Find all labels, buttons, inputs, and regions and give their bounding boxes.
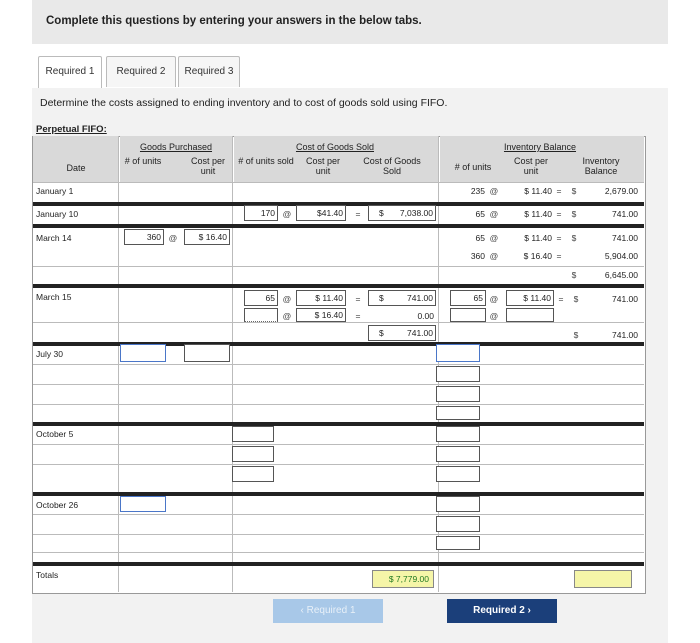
mar15-s-cost2: $ 16.40 xyxy=(314,310,343,320)
at-sign: @ xyxy=(489,251,499,261)
row-divider xyxy=(33,364,644,365)
mar14-b-units1: 65 xyxy=(475,233,485,243)
col-header-s-cogs: Cost of Goods Sold xyxy=(363,156,421,176)
col-header-date: Date xyxy=(66,163,86,173)
mar14-b-cost1: $ 11.40 xyxy=(524,233,552,243)
col-header-p-units: # of units xyxy=(124,156,162,166)
col-header-b-value: Inventory Balance xyxy=(582,156,620,176)
oct26-b-units2-field[interactable] xyxy=(436,516,480,532)
row-divider-thick xyxy=(33,284,644,288)
row-divider xyxy=(33,444,644,445)
at-sign: @ xyxy=(489,294,499,304)
mar14-p-units: 360 xyxy=(146,232,161,242)
jan1-b-cost: $ 11.40 xyxy=(524,186,552,196)
jul30-b-units4-field[interactable] xyxy=(436,406,480,420)
jul30-p-cost-field[interactable] xyxy=(184,344,230,362)
dollar-sign: $ xyxy=(571,233,577,243)
next-required-button[interactable]: Required 2 › xyxy=(447,599,557,623)
dollar-sign: $ xyxy=(573,294,579,304)
row-divider-thick xyxy=(33,224,644,228)
at-sign: @ xyxy=(489,209,499,219)
oct5-b-units1-field[interactable] xyxy=(436,426,480,442)
date-totals: Totals xyxy=(36,570,59,580)
row-divider xyxy=(33,322,644,323)
dollar-sign: $ xyxy=(379,208,384,218)
mar15-b-units1-field[interactable] xyxy=(450,290,486,306)
at-sign: @ xyxy=(168,233,178,243)
row-divider xyxy=(33,534,644,535)
mar14-p-cost-field[interactable] xyxy=(184,229,230,245)
row-divider xyxy=(33,384,644,385)
jul30-b-units2-field[interactable] xyxy=(436,366,480,382)
mar15-s-cogs1-field[interactable] xyxy=(368,290,436,306)
mar15-s-total-field[interactable] xyxy=(368,325,436,341)
oct26-b-units1-field[interactable] xyxy=(436,496,480,512)
mar15-b-units2-field[interactable] xyxy=(450,308,486,322)
dollar-sign: $ xyxy=(379,293,384,303)
col-header-s-units: # of units sold xyxy=(238,156,294,166)
mar14-b-value1: 741.00 xyxy=(612,233,638,243)
totals-cogs: $ 7,779.00 xyxy=(388,574,429,584)
oct5-s-units3-field[interactable] xyxy=(232,466,274,482)
mar15-s-cost1: $ 11.40 xyxy=(315,293,343,303)
totals-cogs-field[interactable] xyxy=(372,570,434,588)
mar15-b-cost1: $ 11.40 xyxy=(523,293,551,303)
row-divider xyxy=(33,266,644,267)
mar14-b-cost2: $ 16.40 xyxy=(523,251,552,261)
equals-sign: = xyxy=(558,294,564,304)
col-header-p-cost: Cost per unit xyxy=(190,156,225,176)
group-header-balance: Inventory Balance xyxy=(503,142,577,152)
mar15-s-units1-field[interactable] xyxy=(244,290,278,306)
mar15-s-cogs1: 741.00 xyxy=(407,293,433,303)
jul30-b-units3-field[interactable] xyxy=(436,386,480,402)
totals-balance-field[interactable] xyxy=(574,570,632,588)
section-title: Perpetual FIFO: xyxy=(36,124,107,135)
mar15-b-value1: 741.00 xyxy=(612,294,638,304)
jan10-s-cogs: 7,038.00 xyxy=(399,208,433,218)
mar14-b-value2: 5,904.00 xyxy=(604,251,638,261)
mar15-s-units1: 65 xyxy=(265,293,275,303)
row-divider xyxy=(33,514,644,515)
jan1-b-value: 2,679.00 xyxy=(604,186,638,196)
oct5-s-units2-field[interactable] xyxy=(232,446,274,462)
jan10-b-cost: $ 11.40 xyxy=(524,209,552,219)
mar14-b-units2: 360 xyxy=(470,251,485,261)
dollar-sign: $ xyxy=(571,186,577,196)
tab-required-1[interactable]: Required 1 xyxy=(38,56,102,88)
date-oct26: October 26 xyxy=(36,500,79,510)
date-jan10: January 10 xyxy=(36,209,79,219)
jul30-b-units1-field[interactable] xyxy=(436,344,480,362)
mar15-s-total: 741.00 xyxy=(407,328,433,338)
jan10-s-cost: $41.40 xyxy=(317,208,343,218)
at-sign: @ xyxy=(489,186,499,196)
at-sign: @ xyxy=(489,233,499,243)
date-jan1: January 1 xyxy=(36,186,74,196)
equals-sign: = xyxy=(556,233,562,243)
oct5-b-units2-field[interactable] xyxy=(436,446,480,462)
oct5-b-units3-field[interactable] xyxy=(436,466,480,482)
tab-bar xyxy=(32,54,668,89)
mar15-b-cost2-field[interactable] xyxy=(506,308,554,322)
mar15-b-total: 741.00 xyxy=(612,330,638,340)
oct26-p-units-field[interactable] xyxy=(120,496,166,512)
prev-required-button[interactable]: ‹ Required 1 xyxy=(273,599,383,623)
at-sign: @ xyxy=(489,311,499,321)
equals-sign: = xyxy=(556,186,562,196)
jan10-s-cogs-field[interactable] xyxy=(368,205,436,221)
mar15-s-cost2-field[interactable] xyxy=(296,308,346,322)
jan1-b-units: 235 xyxy=(470,186,485,196)
at-sign: @ xyxy=(282,311,292,321)
dollar-sign: $ xyxy=(379,328,384,338)
mar14-p-units-field[interactable] xyxy=(124,229,164,245)
mar15-s-cost1-field[interactable] xyxy=(296,290,346,306)
row-divider-thick xyxy=(33,422,644,426)
oct26-b-units3-field[interactable] xyxy=(436,536,480,550)
equals-sign: = xyxy=(556,209,562,219)
mar15-b-cost1-field[interactable] xyxy=(506,290,554,306)
date-mar15: March 15 xyxy=(36,292,72,302)
date-jul30: July 30 xyxy=(36,349,63,359)
dollar-sign: $ xyxy=(571,209,577,219)
row-divider xyxy=(33,182,644,183)
mar15-s-cogs2: 0.00 xyxy=(417,311,434,321)
row-divider xyxy=(33,464,644,465)
equals-sign: = xyxy=(355,294,361,304)
row-divider-thick xyxy=(33,562,644,566)
equals-sign: = xyxy=(355,311,361,321)
instructions-text: Complete this questions by entering your answers in the below tabs. xyxy=(46,15,422,27)
group-header-sold: Cost of Goods Sold xyxy=(295,142,375,152)
oct5-s-units1-field[interactable] xyxy=(232,426,274,442)
jan10-s-units: 170 xyxy=(260,208,275,218)
question-instruction: Determine the costs assigned to ending inventory and to cost of goods sold using FIFO. xyxy=(40,97,448,109)
equals-sign: = xyxy=(556,251,562,261)
equals-sign: = xyxy=(355,209,361,219)
tab-required-3[interactable]: Required 3 xyxy=(178,56,240,87)
jan10-b-value: 741.00 xyxy=(612,209,638,219)
mar14-p-cost: $ 16.40 xyxy=(198,232,227,242)
mar14-b-total: 6,645.00 xyxy=(604,270,638,280)
col-header-s-cost: Cost per unit xyxy=(305,156,340,176)
dollar-sign: $ xyxy=(573,330,579,340)
date-oct5: October 5 xyxy=(36,429,74,439)
tab-required-2[interactable]: Required 2 xyxy=(106,56,176,87)
jan10-s-cost-field[interactable] xyxy=(296,205,346,221)
dollar-sign: $ xyxy=(571,270,577,280)
mar15-b-units1: 65 xyxy=(473,293,483,303)
col-header-b-cost: Cost per unit xyxy=(513,156,548,176)
jan10-b-units: 65 xyxy=(475,209,485,219)
mar15-s-units2-field[interactable] xyxy=(244,308,278,322)
at-sign: @ xyxy=(282,294,292,304)
jan10-s-units-field[interactable] xyxy=(244,205,278,221)
row-divider xyxy=(33,552,644,553)
jul30-p-units-field[interactable] xyxy=(120,344,166,362)
at-sign: @ xyxy=(282,209,292,219)
col-header-b-units: # of units xyxy=(454,162,492,172)
instructions-bar xyxy=(32,0,668,44)
date-mar14: March 14 xyxy=(36,233,72,243)
row-divider xyxy=(33,404,644,405)
header-bg xyxy=(33,136,118,182)
group-header-purchased: Goods Purchased xyxy=(139,142,213,152)
